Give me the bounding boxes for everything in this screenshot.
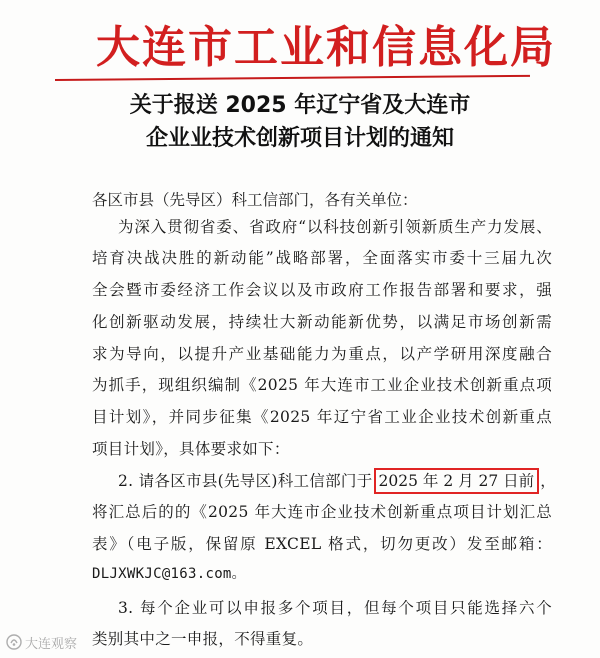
org-name-header: 大连市工业和信息化局 bbox=[96, 22, 556, 73]
paragraph-2-first-line bbox=[118, 468, 556, 494]
paragraph-3-line: 3. 每个企业可以申报多个项目，但每个项目只能选择六个 bbox=[118, 599, 552, 617]
document-title-line-1: 关于报送 2025 年辽宁省及大连市 bbox=[129, 93, 471, 118]
paragraph-1-line: 化创新驱动发展，持续壮大新动能新优势，以满足市场创新需 bbox=[92, 313, 552, 331]
paragraph-1-line: 为深入贯彻省委、省政府“以科技创新引领新质生产力发展、 bbox=[118, 218, 552, 236]
paragraph-1-line: 项目计划》，具体要求如下： bbox=[92, 440, 290, 458]
document-title-line-2: 企业业技术创新项目计划的通知 bbox=[145, 126, 454, 151]
paragraph-1-line: 培育决战决胜的新动能”战略部署，全面落实市委十三届九次 bbox=[92, 249, 552, 267]
paragraph-2-suffix: ， bbox=[540, 472, 556, 490]
paragraph-2-line: 将汇总后的的《2025 年大连市企业技术创新重点项目计划汇总 bbox=[92, 503, 552, 521]
red-header-rule bbox=[55, 75, 530, 81]
paragraph-2-line: 表》（电子版，保留原 EXCEL 格式，切勿更改）发至邮箱： bbox=[92, 535, 552, 553]
paragraph-1-line: 求为导向，以提升产业基础能力为重点，以产学研用深度融合 bbox=[92, 345, 552, 363]
paragraph-1-line: 全会暨市委经济工作会议以及市政府工作报告部署和要求，强 bbox=[92, 281, 552, 299]
watermark bbox=[6, 632, 77, 652]
watermark-logo-icon bbox=[6, 634, 22, 650]
paragraph-2-prefix: 2. 请各区市县(先导区)科工信部门于 bbox=[118, 472, 373, 490]
email-address: DLJXWKJC@163.com。 bbox=[92, 566, 246, 582]
paragraph-3-line: 类别其中之一申报，不得重复。 bbox=[92, 630, 314, 648]
watermark-text: 大连观察 bbox=[25, 636, 78, 652]
paragraph-1-line: 为抓手，现组织编制《2025 年大连市工业企业技术创新重点项 bbox=[92, 376, 552, 394]
paragraph-1-line: 目计划》，并同步征集《2025 年辽宁省工业企业技术创新重点 bbox=[92, 408, 552, 426]
salutation: 各区市县（先导区）科工信部门，各有关单位： bbox=[92, 191, 418, 209]
deadline-date-highlight: 2025 年 2 月 27 日前 bbox=[374, 468, 540, 494]
